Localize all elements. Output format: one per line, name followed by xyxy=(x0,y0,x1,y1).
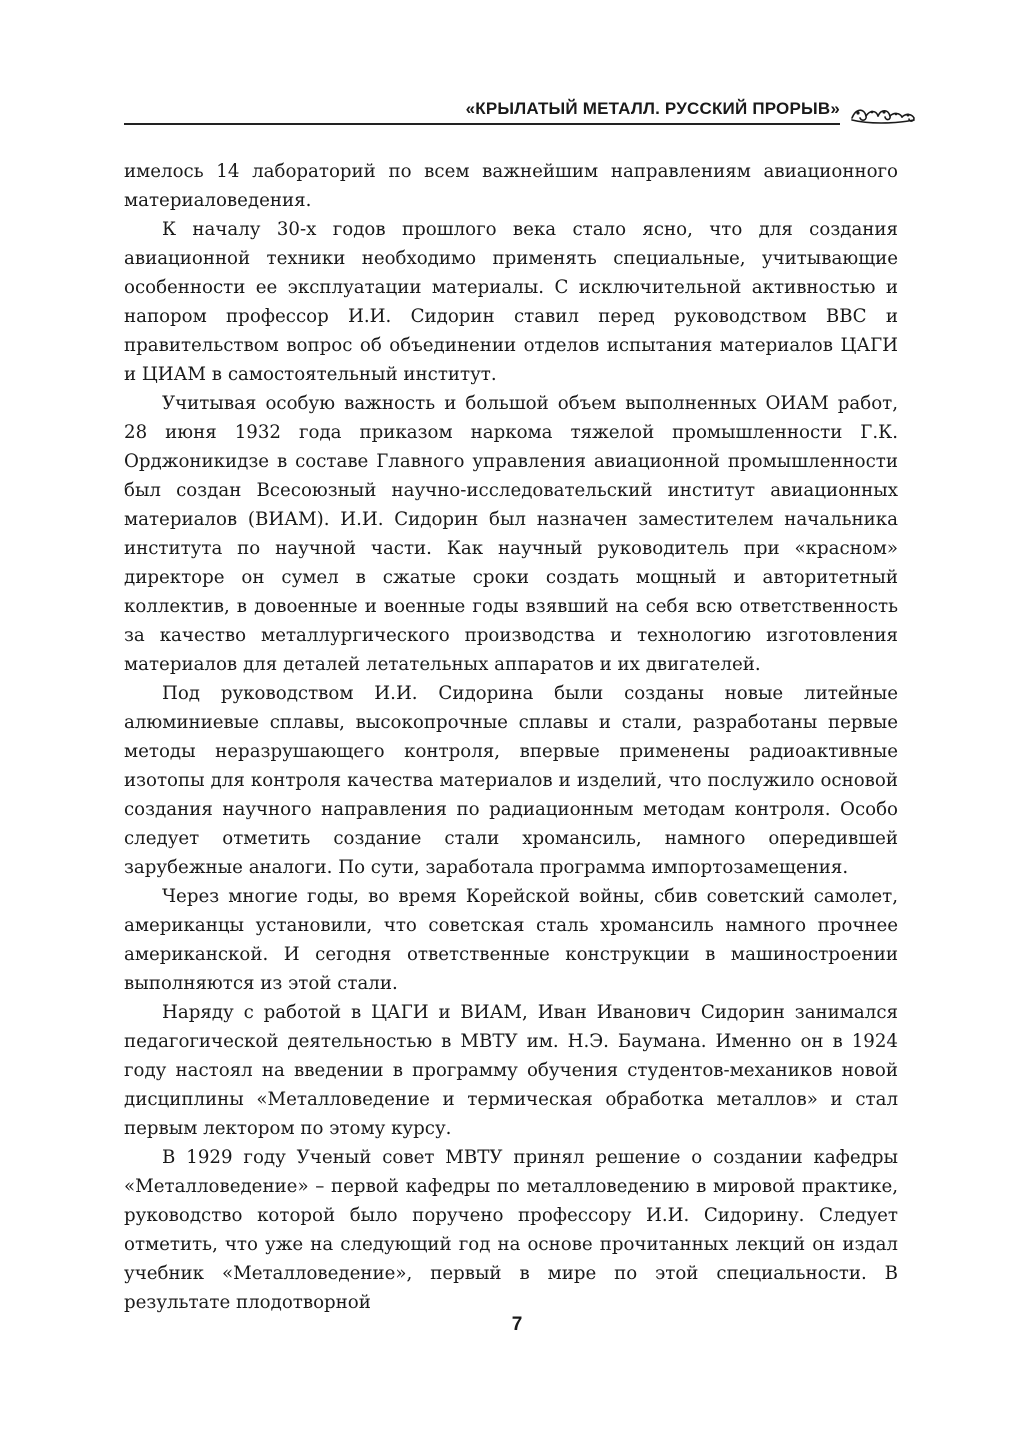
paragraph-6: Наряду с работой в ЦАГИ и ВИАМ, Иван Иванович Сидорин занимался педагогической деятельностью в МВТУ им. Н.Э. Баумана. Именно он в 1924 году настоял на введении в программу обучения студентов-механиков новой дисциплины «Металловедение и термическая обработка металлов» и стал первым лектором по этому курсу. xyxy=(124,1002,898,1139)
paragraph-2: К началу 30-х годов прошлого века стало ясно, что для создания авиационной техники необходимо применять специальные, учитывающие особенности ее эксплуатации материалы. С исключительной активностью и напором профессор И.И. Сидорин ставил перед руководством ВВС и правительством вопрос об объединении отделов испытания материалов ЦАГИ и ЦИАМ в самостоятельный институт. xyxy=(124,219,898,385)
body-text xyxy=(124,157,898,1317)
floral-ornament-icon xyxy=(848,104,918,126)
running-header xyxy=(124,96,916,126)
page-number: 7 xyxy=(511,1314,523,1335)
paragraph-4: Под руководством И.И. Сидорина были созданы новые литейные алюминиевые сплавы, высокопрочные сплавы и стали, разработаны первые методы неразрушающего контроля, впервые применены радиоактивные изотопы для контроля качества материалов и изделий, что послужило основой создания научного направления по радиационным методам контроля. Особо следует отметить создание стали хромансиль, намного опередившей зарубежные аналоги. По сути, заработала программа импортозамещения. xyxy=(124,683,898,878)
paragraph-3: Учитывая особую важность и большой объем выполненных ОИАМ работ, 28 июня 1932 года приказом наркома тяжелой промышленности Г.К. Орджоникидзе в составе Главного управления авиационной промышленности был создан Всесоюзный научно-исследовательский институт авиационных материалов (ВИАМ). И.И. Сидорин был назначен заместителем начальника института по научной части. Как научный руководитель при «красном» директоре он сумел в сжатые сроки создать мощный и авторитетный коллектив, в довоенные и военные годы взявший на себя всю ответственность за качество металлургического производства и технологию изготовления материалов для деталей летательных аппаратов и их двигателей. xyxy=(124,393,898,675)
header-title: «КРЫЛАТЫЙ МЕТАЛЛ. РУССКИЙ ПРОРЫВ» xyxy=(465,99,840,118)
paragraph-5: Через многие годы, во время Корейской войны, сбив советский самолет, американцы установили, что советская сталь хромансиль намного прочнее американской. И сегодня ответственные конструкции в машиностроении выполняются из этой стали. xyxy=(124,886,898,994)
paragraph-7: В 1929 году Ученый совет МВТУ принял решение о создании кафедры «Металловедение» – первой кафедры по металловедению в мировой практике, руководство которой было поручено профессору И.И. Сидорину. Следует отметить, что уже на следующий год на основе прочитанных лекций он издал учебник «Металловедение», первый в мире по этой специальности. В результате плодотворной xyxy=(124,1147,898,1313)
header-rule xyxy=(124,123,840,125)
paragraph-1: имелось 14 лабораторий по всем важнейшим направлениям авиационного материаловедения. xyxy=(124,161,898,211)
